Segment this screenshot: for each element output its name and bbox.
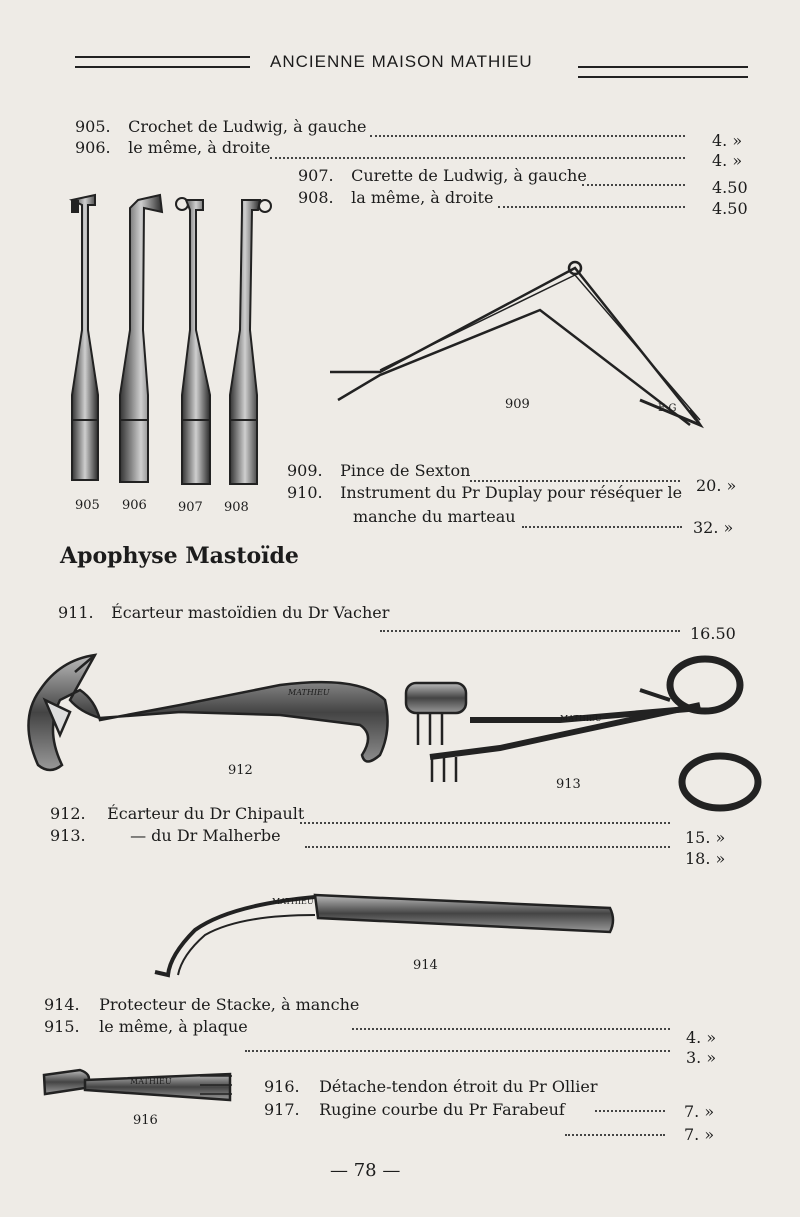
page-number: — 78 — [330,1160,401,1181]
price-911: 16.50 [690,624,736,643]
figure-label-907: 907 [178,500,203,515]
figure-label-914: 914 [413,958,438,973]
maker-engraving-913: MATHIEU [560,714,602,723]
leader-dots [380,630,680,632]
maker-engraving-912: MATHIEU [288,688,330,697]
entry-909-text: Pince de Sexton [340,461,471,480]
figure-label-916: 916 [133,1113,158,1128]
entry-905-text: Crochet de Ludwig, à gauche [128,117,367,136]
page-header-title: ANCIENNE MAISON MATHIEU [270,52,533,71]
entry-917-text: Rugine courbe du Pr Farabeuf [319,1100,565,1119]
entry-913-text: — du Dr Malherbe [130,826,281,845]
entry-912-text: Écarteur du Dr Chipault [107,804,305,823]
price-910: 32. » [693,518,734,537]
entry-908: 908. la même, à droite [298,188,494,207]
maker-mark-909: E.G [658,403,677,414]
entry-915-text: le même, à plaque [99,1017,248,1036]
price-916: 7. » [684,1102,715,1121]
entry-913: 913. — du Dr Malherbe [50,826,281,845]
hooks-905-908-illustration [72,195,271,484]
leader-dots [370,135,685,137]
figure-label-913: 913 [556,777,581,792]
maker-engraving-916: MATHIEU [130,1077,172,1086]
vacher-retractor-912-illustration [28,655,387,770]
entry-906: 906. le même, à droite [75,138,271,157]
price-908: 4.50 [712,199,748,218]
price-917: 7. » [684,1125,715,1144]
price-905: 4. » [712,131,743,150]
malherbe-retractor-913-illustration [406,659,758,808]
maker-engraving-914: MATHIEU [272,897,314,906]
figure-label-905: 905 [75,498,100,513]
entry-907-text: Curette de Ludwig, à gauche [351,166,587,185]
price-906: 4. » [712,151,743,170]
entry-909: 909. Pince de Sexton [287,461,471,480]
entry-916: 916. Détache-tendon étroit du Pr Ollier [264,1077,598,1096]
leader-dots [498,206,685,208]
leader-dots [470,480,680,482]
leader-dots [300,822,670,824]
entry-910-text: Instrument du Pr Duplay pour réséquer le [340,483,683,502]
entry-916-text: Détache-tendon étroit du Pr Ollier [319,1077,598,1096]
leader-dots [245,1050,670,1052]
entry-910: 910. Instrument du Pr Duplay pour réséquer le [287,483,683,502]
entry-907: 907. Curette de Ludwig, à gauche [298,166,587,185]
figure-label-912: 912 [228,763,253,778]
entry-914: 914. Protecteur de Stacke, à manche [44,995,360,1014]
leader-dots [352,1028,670,1030]
entry-911-text: Écarteur mastoïdien du Dr Vacher [111,603,390,622]
price-909: 20. » [696,476,737,495]
figure-label-906: 906 [122,498,147,513]
leader-dots [305,846,670,848]
stacke-protector-914-illustration [155,895,613,975]
entry-914-text: Protecteur de Stacke, à manche [99,995,360,1014]
price-913: 18. » [685,849,726,868]
price-915: 3. » [686,1048,717,1067]
entry-910-continuation: manche du marteau [353,507,516,526]
price-912: 15. » [685,828,726,847]
entry-905: 905. Crochet de Ludwig, à gauche [75,117,367,136]
figure-label-908: 908 [224,500,249,515]
entry-917: 917. Rugine courbe du Pr Farabeuf [264,1100,565,1119]
leader-dots [522,526,682,528]
figure-label-909: 909 [505,397,530,412]
entry-908-text: la même, à droite [351,188,494,207]
price-914: 4. » [686,1028,717,1047]
leader-dots [595,1110,665,1112]
entry-915: 915. le même, à plaque [44,1017,248,1036]
section-title: Apophyse Mastoïde [60,543,299,569]
entry-912: 912. Écarteur du Dr Chipault [50,804,305,823]
leader-dots [582,184,685,186]
leader-dots [270,157,685,159]
entry-911: 911. Écarteur mastoïdien du Dr Vacher [58,603,390,622]
entry-906-text: le même, à droite [128,138,271,157]
leader-dots [565,1134,665,1136]
price-907: 4.50 [712,178,748,197]
